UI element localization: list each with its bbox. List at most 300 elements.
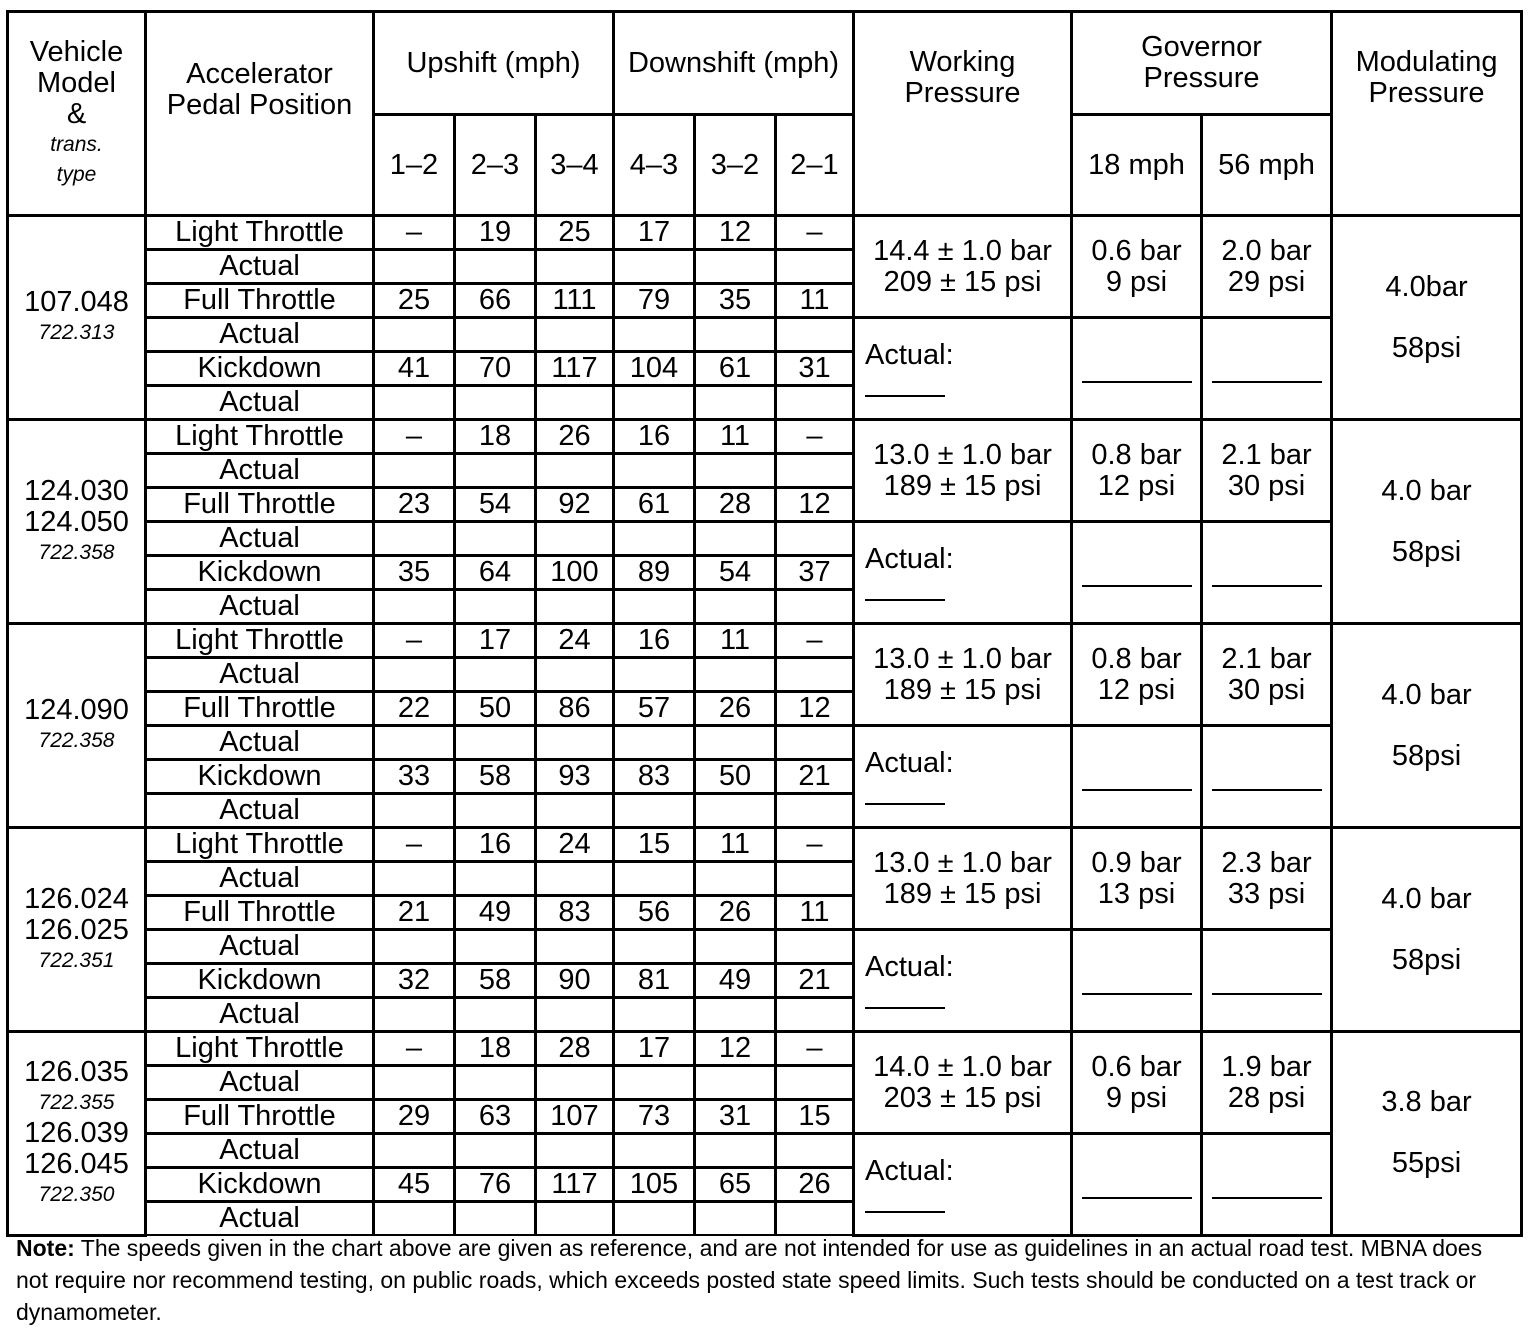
actual-speed-blank bbox=[455, 726, 536, 760]
shift-speed-value: 17 bbox=[614, 216, 695, 250]
header-gov-18mph: 18 mph bbox=[1072, 115, 1202, 216]
actual-label: Actual bbox=[146, 930, 374, 964]
shift-speed-value: – bbox=[776, 216, 854, 250]
actual-speed-blank bbox=[695, 726, 776, 760]
governor-pressure-psi: 9 psi bbox=[1105, 265, 1168, 298]
actual-speed-blank bbox=[614, 1202, 695, 1236]
working-pressure-psi: 189 ± 15 psi bbox=[883, 469, 1042, 502]
shift-speed-value: 81 bbox=[614, 964, 695, 998]
shift-speed-value: 61 bbox=[695, 352, 776, 386]
vehicle-model-number: 126.024 bbox=[24, 882, 129, 915]
shift-speed-value: – bbox=[776, 828, 854, 862]
actual-speed-blank bbox=[455, 522, 536, 556]
shift-speed-value: – bbox=[374, 828, 455, 862]
working-pressure-actual bbox=[854, 1134, 1072, 1236]
modulating-pressure-psi: 58psi bbox=[1391, 331, 1462, 364]
shift-speed-value: 104 bbox=[614, 352, 695, 386]
governor-pressure-actual bbox=[1072, 726, 1202, 828]
modulating-pressure-spec bbox=[1332, 828, 1522, 1032]
header-governor-line: Governor bbox=[1141, 31, 1262, 63]
shift-speed-value: 16 bbox=[614, 420, 695, 454]
actual-speed-blank bbox=[614, 318, 695, 352]
actual-speed-blank bbox=[776, 998, 854, 1032]
shift-speed-value: 93 bbox=[536, 760, 614, 794]
header-modulating-pressure-line: Pressure bbox=[1368, 77, 1485, 109]
header-modulating-line: Modulating bbox=[1355, 46, 1498, 78]
vehicle-model-cell bbox=[8, 420, 146, 624]
working-pressure-spec bbox=[854, 216, 1072, 318]
shift-speed-value: 57 bbox=[614, 692, 695, 726]
actual-speed-blank bbox=[776, 794, 854, 828]
actual-speed-blank bbox=[455, 862, 536, 896]
working-pressure-bar: 14.0 ± 1.0 bar bbox=[873, 1050, 1052, 1083]
shift-speed-value: 111 bbox=[536, 284, 614, 318]
shift-speed-value: 26 bbox=[695, 692, 776, 726]
shift-speed-value: 56 bbox=[614, 896, 695, 930]
header-governor-pressure-line: Pressure bbox=[1143, 62, 1260, 94]
transmission-type: 722.351 bbox=[38, 948, 115, 972]
actual-speed-blank bbox=[374, 1202, 455, 1236]
shift-speed-value: – bbox=[776, 420, 854, 454]
working-pressure-psi: 189 ± 15 psi bbox=[883, 877, 1042, 910]
actual-speed-blank bbox=[455, 386, 536, 420]
modulating-pressure-bar: 4.0bar bbox=[1385, 270, 1468, 303]
shift-speed-value: 50 bbox=[695, 760, 776, 794]
actual-speed-blank bbox=[374, 1066, 455, 1100]
shift-speed-value: 54 bbox=[455, 488, 536, 522]
pedal-position: Kickdown bbox=[146, 352, 374, 386]
actual-speed-blank bbox=[695, 862, 776, 896]
working-pressure-actual bbox=[854, 726, 1072, 828]
governor-pressure-psi: 13 psi bbox=[1097, 877, 1176, 910]
actual-write-in-line bbox=[1082, 769, 1192, 791]
actual-row bbox=[8, 522, 1522, 556]
actual-speed-blank bbox=[374, 862, 455, 896]
actual-speed-blank bbox=[455, 590, 536, 624]
spec-row bbox=[8, 1032, 1522, 1066]
shift-speed-value: 45 bbox=[374, 1168, 455, 1202]
actual-label: Actual bbox=[146, 454, 374, 488]
shift-speed-value: 35 bbox=[695, 284, 776, 318]
actual-write-in-line bbox=[1212, 973, 1322, 995]
header-accelerator-line: Accelerator bbox=[186, 58, 333, 90]
modulating-pressure-spec bbox=[1332, 420, 1522, 624]
shift-speed-value: 21 bbox=[776, 760, 854, 794]
actual-write-in-line bbox=[1082, 1177, 1192, 1199]
governor-pressure-actual bbox=[1072, 930, 1202, 1032]
governor-pressure-bar: 2.3 bar bbox=[1221, 846, 1312, 879]
actual-speed-blank bbox=[776, 386, 854, 420]
working-pressure-spec bbox=[854, 624, 1072, 726]
actual-label: Actual bbox=[146, 998, 374, 1032]
header-shift-2-1: 2–1 bbox=[776, 115, 854, 216]
shift-speed-value: 76 bbox=[455, 1168, 536, 1202]
actual-label: Actual bbox=[146, 862, 374, 896]
actual-speed-blank bbox=[455, 930, 536, 964]
working-pressure-actual bbox=[854, 930, 1072, 1032]
governor-pressure-actual bbox=[1072, 318, 1202, 420]
governor-pressure-psi: 12 psi bbox=[1097, 673, 1176, 706]
actual-speed-blank bbox=[374, 930, 455, 964]
spacer bbox=[1333, 507, 1520, 537]
header-shift-2-3: 2–3 bbox=[455, 115, 536, 216]
actual-speed-blank bbox=[695, 794, 776, 828]
working-pressure-bar: 13.0 ± 1.0 bar bbox=[873, 642, 1052, 675]
actual-write-in-line bbox=[865, 371, 945, 397]
header-shift-4-3: 4–3 bbox=[614, 115, 695, 216]
actual-speed-blank bbox=[776, 862, 854, 896]
modulating-pressure-psi: 58psi bbox=[1391, 739, 1462, 772]
vehicle-model-cell bbox=[8, 216, 146, 420]
actual-speed-blank bbox=[536, 862, 614, 896]
governor-pressure-actual bbox=[1072, 1134, 1202, 1236]
working-pressure-bar: 14.4 ± 1.0 bar bbox=[873, 234, 1052, 267]
spacer bbox=[1333, 303, 1520, 333]
shift-speed-value: 49 bbox=[455, 896, 536, 930]
working-pressure-spec bbox=[854, 1032, 1072, 1134]
modulating-pressure-psi: 58psi bbox=[1391, 943, 1462, 976]
actual-speed-blank bbox=[695, 522, 776, 556]
shift-speed-value: 26 bbox=[536, 420, 614, 454]
header-downshift: Downshift (mph) bbox=[614, 12, 854, 115]
shift-speed-value: 107 bbox=[536, 1100, 614, 1134]
shift-speed-value: 31 bbox=[776, 352, 854, 386]
actual-speed-blank bbox=[536, 454, 614, 488]
governor-pressure-spec bbox=[1202, 216, 1332, 318]
shift-speed-value: 28 bbox=[695, 488, 776, 522]
actual-speed-blank bbox=[695, 930, 776, 964]
governor-pressure-bar: 0.9 bar bbox=[1091, 846, 1182, 879]
actual-speed-blank bbox=[776, 590, 854, 624]
shift-speed-value: 63 bbox=[455, 1100, 536, 1134]
vehicle-model-number: 107.048 bbox=[24, 286, 129, 318]
actual-speed-blank bbox=[776, 658, 854, 692]
actual-speed-blank bbox=[614, 590, 695, 624]
actual-speed-blank bbox=[695, 590, 776, 624]
actual-speed-blank bbox=[776, 522, 854, 556]
actual-speed-blank bbox=[374, 726, 455, 760]
modulating-pressure-bar: 4.0 bar bbox=[1381, 882, 1472, 915]
spacer bbox=[1333, 915, 1520, 945]
vehicle-model-number: 124.050 bbox=[24, 505, 129, 538]
actual-write-in-line bbox=[1212, 1177, 1322, 1199]
actual-speed-blank bbox=[614, 930, 695, 964]
shift-speed-value: 17 bbox=[455, 624, 536, 658]
header-gov-56mph: 56 mph bbox=[1202, 115, 1332, 216]
note-label: Note: bbox=[16, 1235, 75, 1261]
actual-speed-blank bbox=[536, 1066, 614, 1100]
vehicle-model-cell bbox=[8, 624, 146, 828]
shift-speed-value: – bbox=[374, 624, 455, 658]
shift-speed-value: 58 bbox=[455, 760, 536, 794]
shift-speed-value: 58 bbox=[455, 964, 536, 998]
governor-pressure-actual bbox=[1202, 1134, 1332, 1236]
shift-speed-value: 73 bbox=[614, 1100, 695, 1134]
shift-speed-value: 83 bbox=[614, 760, 695, 794]
shift-speed-value: 105 bbox=[614, 1168, 695, 1202]
actual-speed-blank bbox=[695, 1202, 776, 1236]
pedal-position: Full Throttle bbox=[146, 896, 374, 930]
governor-pressure-bar: 2.1 bar bbox=[1221, 438, 1312, 471]
actual-speed-blank bbox=[614, 250, 695, 284]
actual-label: Actual bbox=[146, 590, 374, 624]
governor-pressure-spec bbox=[1202, 624, 1332, 726]
shift-speed-value: 117 bbox=[536, 352, 614, 386]
shift-speed-value: 24 bbox=[536, 624, 614, 658]
working-pressure-psi: 203 ± 15 psi bbox=[883, 1081, 1042, 1114]
shift-speed-value: 18 bbox=[455, 420, 536, 454]
actual-speed-blank bbox=[614, 386, 695, 420]
shift-speed-value: 26 bbox=[776, 1168, 854, 1202]
actual-prompt: Actual: bbox=[865, 1154, 954, 1187]
working-pressure-spec bbox=[854, 420, 1072, 522]
governor-pressure-spec bbox=[1072, 1032, 1202, 1134]
header-pedal-position bbox=[146, 12, 374, 216]
shift-speed-value: 25 bbox=[536, 216, 614, 250]
spec-row bbox=[8, 420, 1522, 454]
shift-speed-value: 32 bbox=[374, 964, 455, 998]
actual-speed-blank bbox=[614, 998, 695, 1032]
governor-pressure-bar: 1.9 bar bbox=[1221, 1050, 1312, 1083]
governor-pressure-psi: 33 psi bbox=[1227, 877, 1306, 910]
shift-speed-value: 66 bbox=[455, 284, 536, 318]
actual-speed-blank bbox=[614, 522, 695, 556]
note-text: The speeds given in the chart above are given as reference, and are not intended for use as guidelines in an actual road test. MBNA does not require nor recommend testing, on public roads, which exceeds posted state speed limits. Such tests should be conducted on a test track or dynamometer. bbox=[16, 1235, 1483, 1325]
shift-speed-value: 65 bbox=[695, 1168, 776, 1202]
shift-speed-value: 15 bbox=[614, 828, 695, 862]
working-pressure-bar: 13.0 ± 1.0 bar bbox=[873, 438, 1052, 471]
actual-row bbox=[8, 1134, 1522, 1168]
actual-write-in-line bbox=[1082, 973, 1192, 995]
shift-speed-value: 79 bbox=[614, 284, 695, 318]
actual-write-in-line bbox=[1082, 565, 1192, 587]
shift-speed-value: 12 bbox=[776, 692, 854, 726]
actual-speed-blank bbox=[374, 658, 455, 692]
governor-pressure-actual bbox=[1072, 522, 1202, 624]
actual-speed-blank bbox=[536, 1202, 614, 1236]
vehicle-model-number: 124.030 bbox=[24, 474, 129, 507]
actual-speed-blank bbox=[776, 930, 854, 964]
shift-speed-value: 23 bbox=[374, 488, 455, 522]
header-pedal-line: Pedal Position bbox=[166, 89, 353, 121]
modulating-pressure-bar: 4.0 bar bbox=[1381, 678, 1472, 711]
actual-prompt: Actual: bbox=[865, 747, 954, 779]
modulating-pressure-bar: 3.8 bar bbox=[1381, 1086, 1472, 1119]
actual-speed-blank bbox=[614, 658, 695, 692]
shift-speed-value: 35 bbox=[374, 556, 455, 590]
shift-speed-value: 31 bbox=[695, 1100, 776, 1134]
actual-speed-blank bbox=[374, 454, 455, 488]
header-model-line: Model bbox=[37, 67, 116, 99]
governor-pressure-spec bbox=[1202, 1032, 1332, 1134]
actual-speed-blank bbox=[776, 1202, 854, 1236]
actual-speed-blank bbox=[455, 454, 536, 488]
shift-speed-value: 15 bbox=[776, 1100, 854, 1134]
governor-pressure-psi: 28 psi bbox=[1227, 1081, 1306, 1114]
actual-speed-blank bbox=[536, 930, 614, 964]
header-vehicle-model bbox=[8, 12, 146, 216]
working-pressure-psi: 189 ± 15 psi bbox=[883, 673, 1042, 706]
vehicle-model-cell bbox=[8, 1032, 146, 1236]
actual-label: Actual bbox=[146, 1134, 374, 1168]
actual-prompt: Actual: bbox=[865, 339, 954, 371]
governor-pressure-spec bbox=[1072, 828, 1202, 930]
vehicle-model-number: 126.045 bbox=[24, 1147, 129, 1180]
actual-speed-blank bbox=[455, 318, 536, 352]
header-working-pressure bbox=[854, 12, 1072, 216]
shift-speed-value: 25 bbox=[374, 284, 455, 318]
shift-speed-value: 33 bbox=[374, 760, 455, 794]
actual-write-in-line bbox=[1212, 769, 1322, 791]
actual-speed-blank bbox=[536, 794, 614, 828]
header-shift-1-2: 1–2 bbox=[374, 115, 455, 216]
actual-speed-blank bbox=[536, 250, 614, 284]
actual-speed-blank bbox=[536, 726, 614, 760]
shift-speed-value: – bbox=[776, 1032, 854, 1066]
actual-label: Actual bbox=[146, 658, 374, 692]
actual-prompt: Actual: bbox=[865, 543, 954, 575]
pedal-position: Kickdown bbox=[146, 760, 374, 794]
actual-speed-blank bbox=[614, 726, 695, 760]
actual-speed-blank bbox=[374, 386, 455, 420]
shift-speed-spec-table bbox=[6, 10, 1523, 1237]
pedal-position: Kickdown bbox=[146, 964, 374, 998]
actual-speed-blank bbox=[776, 454, 854, 488]
actual-speed-blank bbox=[776, 1134, 854, 1168]
actual-speed-blank bbox=[374, 794, 455, 828]
actual-speed-blank bbox=[455, 1202, 536, 1236]
actual-speed-blank bbox=[536, 658, 614, 692]
actual-label: Actual bbox=[146, 522, 374, 556]
actual-speed-blank bbox=[776, 726, 854, 760]
pedal-position: Light Throttle bbox=[146, 828, 374, 862]
actual-speed-blank bbox=[536, 318, 614, 352]
header-vehicle-line: Vehicle bbox=[29, 36, 124, 68]
vehicle-model-cell bbox=[8, 828, 146, 1032]
header-ampersand-line: & bbox=[66, 98, 87, 130]
shift-speed-value: 83 bbox=[536, 896, 614, 930]
actual-row bbox=[8, 930, 1522, 964]
modulating-pressure-spec bbox=[1332, 216, 1522, 420]
actual-label: Actual bbox=[146, 386, 374, 420]
shift-speed-value: 70 bbox=[455, 352, 536, 386]
shift-speed-value: 11 bbox=[695, 624, 776, 658]
shift-speed-value: 64 bbox=[455, 556, 536, 590]
governor-pressure-bar: 2.1 bar bbox=[1221, 642, 1312, 675]
pedal-position: Light Throttle bbox=[146, 624, 374, 658]
shift-speed-value: 21 bbox=[374, 896, 455, 930]
working-pressure-bar: 13.0 ± 1.0 bar bbox=[873, 846, 1052, 879]
vehicle-model-number: 126.025 bbox=[24, 913, 129, 946]
actual-speed-blank bbox=[374, 318, 455, 352]
actual-label: Actual bbox=[146, 726, 374, 760]
shift-speed-value: 86 bbox=[536, 692, 614, 726]
shift-speed-value: 17 bbox=[614, 1032, 695, 1066]
modulating-pressure-psi: 55psi bbox=[1391, 1147, 1462, 1180]
actual-speed-blank bbox=[614, 794, 695, 828]
shift-speed-value: 28 bbox=[536, 1032, 614, 1066]
shift-speed-value: 49 bbox=[695, 964, 776, 998]
shift-speed-value: – bbox=[374, 216, 455, 250]
transmission-type: 722.358 bbox=[38, 729, 115, 752]
governor-pressure-psi: 29 psi bbox=[1227, 265, 1306, 298]
pedal-position: Full Throttle bbox=[146, 692, 374, 726]
governor-pressure-psi: 12 psi bbox=[1097, 469, 1176, 502]
shift-speed-value: – bbox=[374, 1032, 455, 1066]
actual-speed-blank bbox=[536, 386, 614, 420]
governor-pressure-actual bbox=[1202, 930, 1332, 1032]
spec-row bbox=[8, 828, 1522, 862]
actual-speed-blank bbox=[455, 658, 536, 692]
actual-speed-blank bbox=[374, 998, 455, 1032]
actual-speed-blank bbox=[374, 250, 455, 284]
pedal-position: Kickdown bbox=[146, 556, 374, 590]
spacer bbox=[1333, 1118, 1520, 1148]
actual-speed-blank bbox=[614, 1066, 695, 1100]
actual-speed-blank bbox=[695, 318, 776, 352]
vehicle-model-number: 124.090 bbox=[24, 694, 129, 726]
header-type-line: type bbox=[56, 163, 97, 186]
shift-speed-value: 16 bbox=[614, 624, 695, 658]
shift-speed-value: – bbox=[374, 420, 455, 454]
header-pressure-line: Pressure bbox=[904, 77, 1021, 109]
actual-speed-blank bbox=[776, 318, 854, 352]
shift-speed-value: 18 bbox=[455, 1032, 536, 1066]
header-governor-pressure bbox=[1072, 12, 1332, 115]
shift-speed-value: 11 bbox=[695, 420, 776, 454]
shift-speed-value: 24 bbox=[536, 828, 614, 862]
road-test-note bbox=[16, 1232, 1506, 1328]
actual-speed-blank bbox=[695, 998, 776, 1032]
shift-speed-value: 92 bbox=[536, 488, 614, 522]
shift-speed-value: 11 bbox=[695, 828, 776, 862]
actual-speed-blank bbox=[776, 250, 854, 284]
actual-label: Actual bbox=[146, 1202, 374, 1236]
actual-speed-blank bbox=[374, 1134, 455, 1168]
pedal-position: Full Throttle bbox=[146, 284, 374, 318]
actual-speed-blank bbox=[695, 1066, 776, 1100]
shift-speed-value: 19 bbox=[455, 216, 536, 250]
header-working-line: Working bbox=[909, 46, 1016, 78]
shift-speed-value: 22 bbox=[374, 692, 455, 726]
actual-row bbox=[8, 726, 1522, 760]
header-modulating-pressure bbox=[1332, 12, 1522, 216]
shift-speed-value: 89 bbox=[614, 556, 695, 590]
shift-speed-value: 12 bbox=[695, 216, 776, 250]
actual-speed-blank bbox=[536, 522, 614, 556]
modulating-pressure-spec bbox=[1332, 624, 1522, 828]
governor-pressure-bar: 0.6 bar bbox=[1091, 234, 1182, 267]
actual-speed-blank bbox=[695, 386, 776, 420]
governor-pressure-spec bbox=[1072, 216, 1202, 318]
spec-row bbox=[8, 624, 1522, 658]
actual-speed-blank bbox=[536, 1134, 614, 1168]
vehicle-model-number: 126.039 bbox=[24, 1116, 129, 1149]
header-shift-3-2: 3–2 bbox=[695, 115, 776, 216]
spacer bbox=[1333, 711, 1520, 741]
shift-speed-value: 12 bbox=[776, 488, 854, 522]
actual-speed-blank bbox=[455, 1066, 536, 1100]
actual-speed-blank bbox=[614, 862, 695, 896]
actual-speed-blank bbox=[536, 590, 614, 624]
governor-pressure-actual bbox=[1202, 522, 1332, 624]
shift-speed-value: 41 bbox=[374, 352, 455, 386]
actual-speed-blank bbox=[695, 1134, 776, 1168]
shift-speed-value: 37 bbox=[776, 556, 854, 590]
governor-pressure-psi: 30 psi bbox=[1227, 469, 1306, 502]
actual-prompt: Actual: bbox=[865, 951, 954, 983]
pedal-position: Full Throttle bbox=[146, 1100, 374, 1134]
